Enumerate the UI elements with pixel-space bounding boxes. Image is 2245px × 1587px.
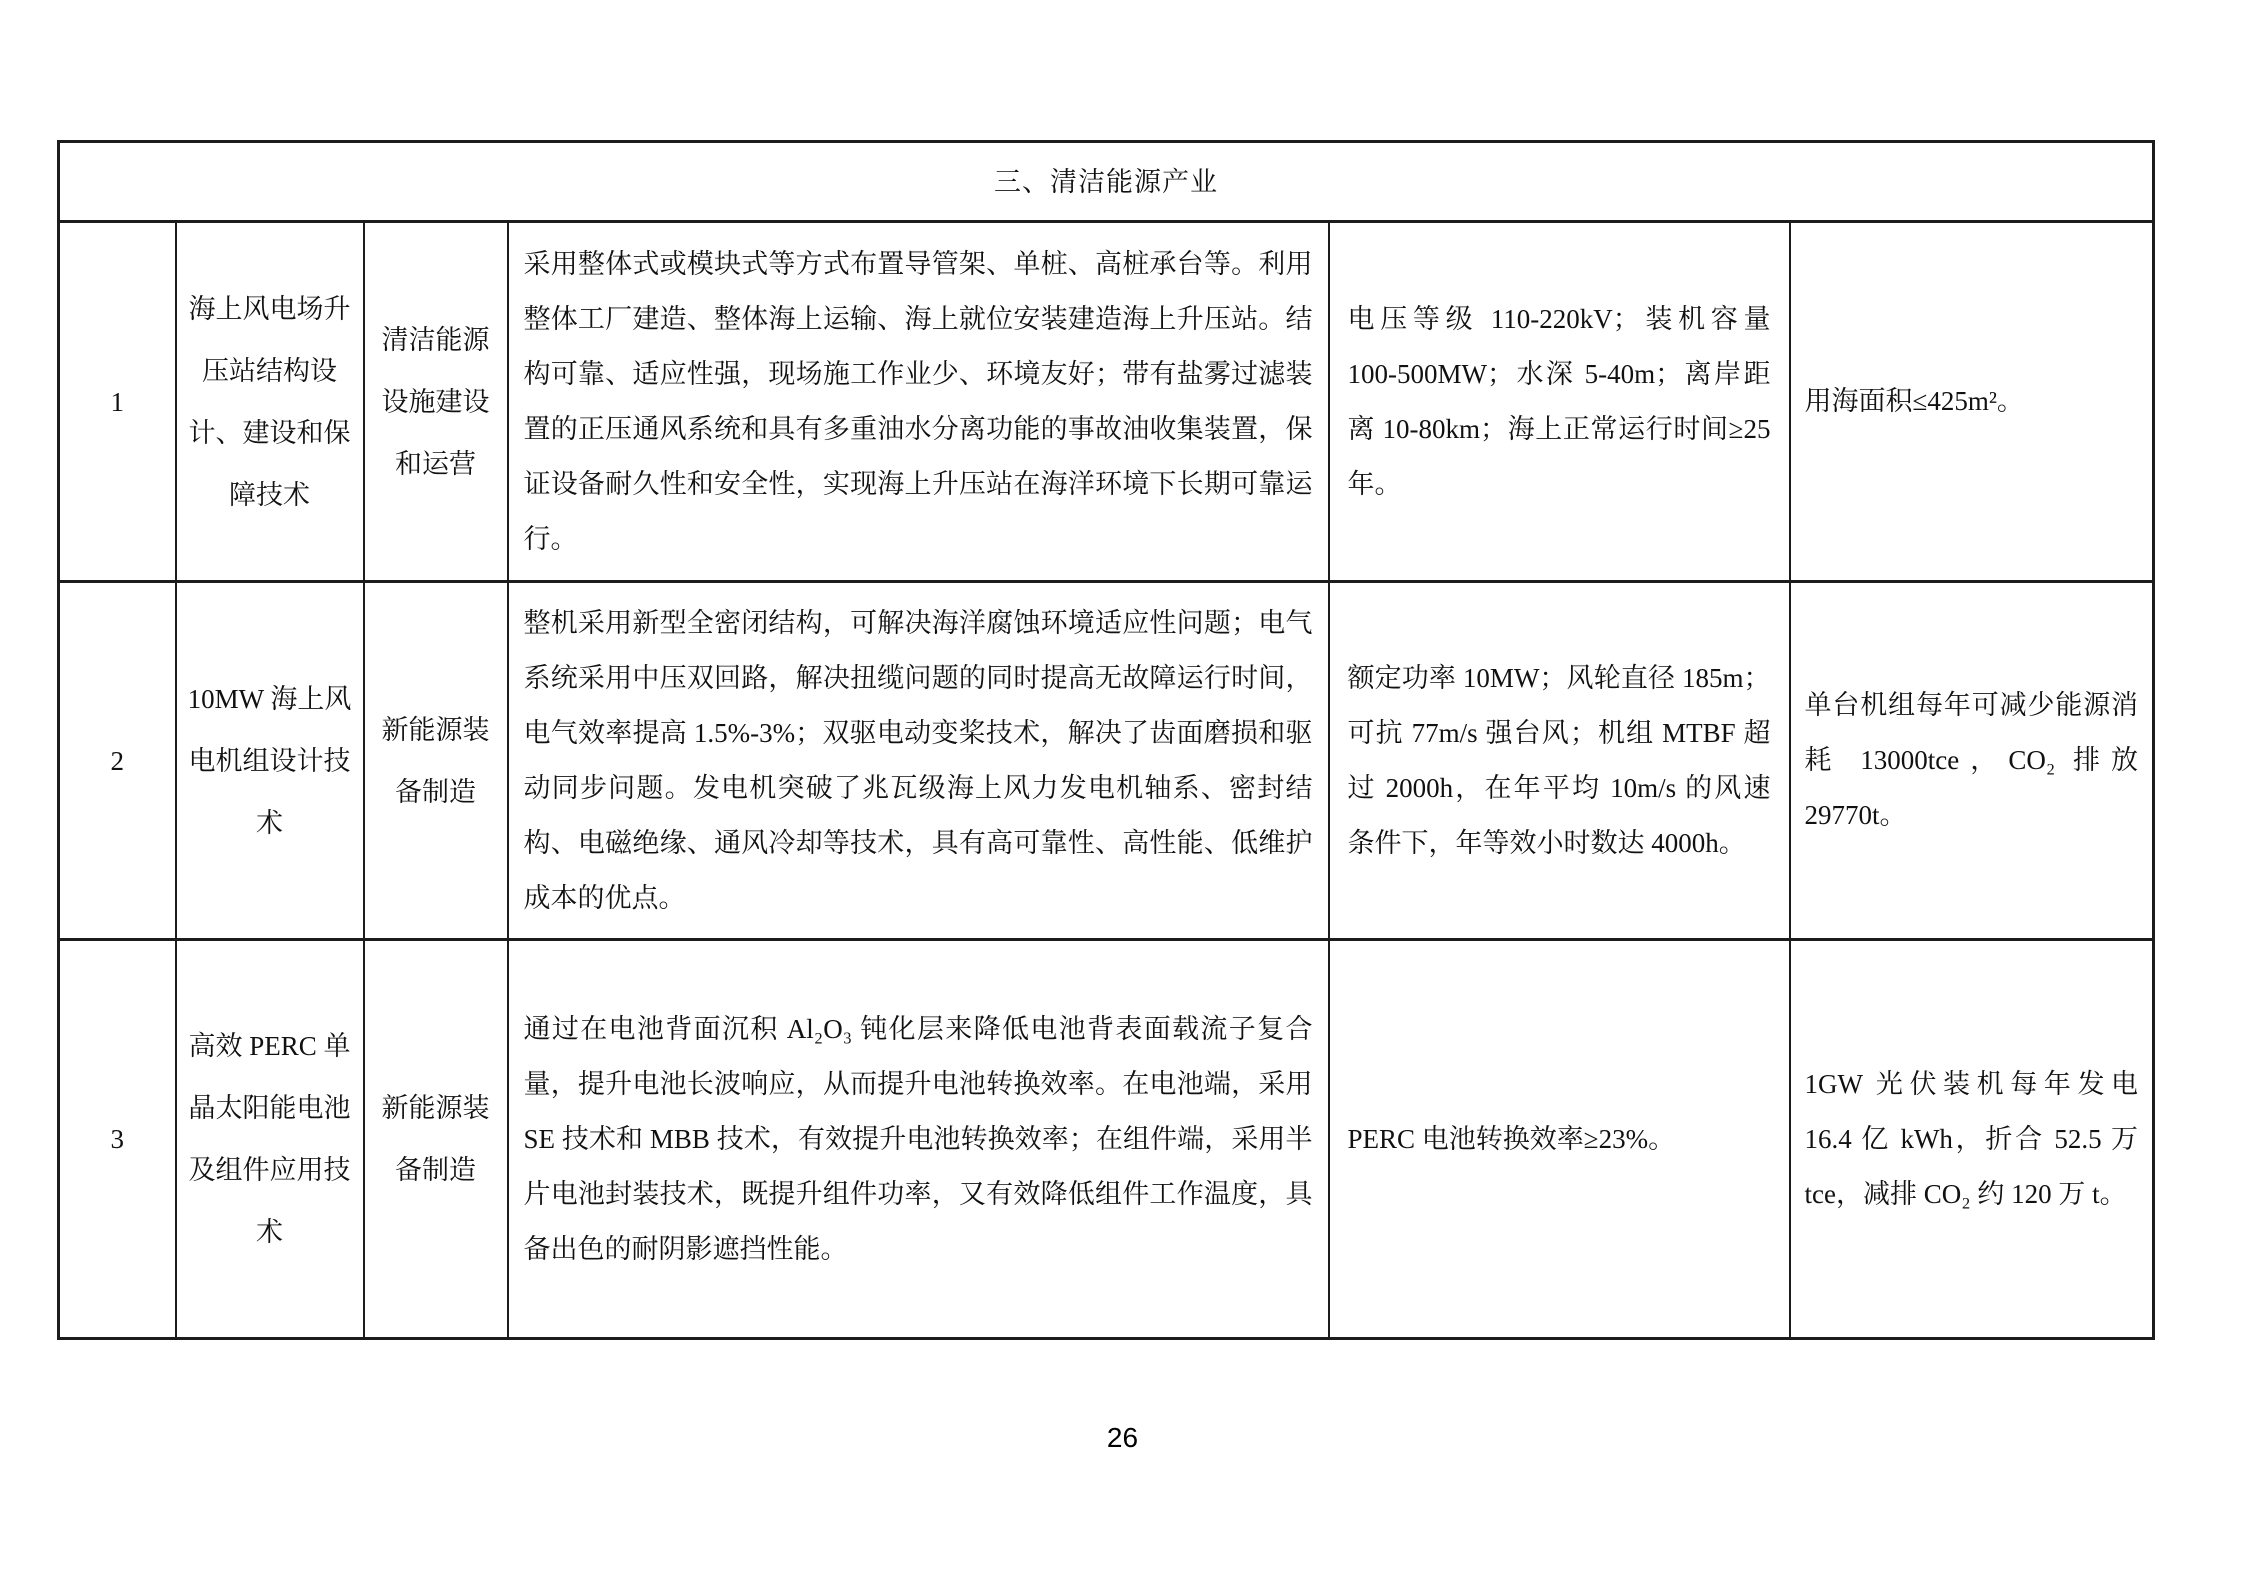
technology-description-cell: 通过在电池背面沉积 Al₂O₃ 钝化层来降低电池背表面载流子复合量，提升电池长波响应，从而提升电池转换效率。在电池端，采用 SE 技术和 MBB 技术，有效提升电池转换效率；在组件端，采用半片电池封装技术，既提升组件功率，又有效降低组件工作温度，具备出色的耐阴影遮挡性能。 — [508, 940, 1329, 1339]
row-index-cell: 1 — [59, 222, 176, 582]
technology-name-cell: 10MW 海上风电机组设计技术 — [176, 582, 364, 940]
benefit-cell: 1GW 光伏装机每年发电 16.4 亿 kWh，折合 52.5 万 tce，减排 CO₂ 约 120 万 t。 — [1790, 940, 2154, 1339]
clean-energy-industry-table — [57, 140, 2155, 1340]
table-row — [59, 582, 2154, 940]
section-header-row — [59, 142, 2154, 222]
technology-name-cell: 高效 PERC 单晶太阳能电池及组件应用技术 — [176, 940, 364, 1339]
technology-name-cell: 海上风电场升压站结构设计、建设和保障技术 — [176, 222, 364, 582]
industry-category-cell: 新能源装备制造 — [364, 582, 508, 940]
row-index-cell: 2 — [59, 582, 176, 940]
technical-indicators-cell: PERC 电池转换效率≥23%。 — [1329, 940, 1790, 1339]
row-index-cell: 3 — [59, 940, 176, 1339]
benefit-cell: 单台机组每年可减少能源消耗 13000tce，CO₂ 排放 29770t。 — [1790, 582, 2154, 940]
page-number: 26 — [1106, 1422, 1139, 1453]
technology-description-cell: 采用整体式或模块式等方式布置导管架、单桩、高桩承台等。利用整体工厂建造、整体海上运输、海上就位安装建造海上升压站。结构可靠、适应性强，现场施工作业少、环境友好；带有盐雾过滤装置的正压通风系统和具有多重油水分离功能的事故油收集装置，保证设备耐久性和安全性，实现海上升压站在海洋环境下长期可靠运行。 — [508, 222, 1329, 582]
table-row — [59, 940, 2154, 1339]
industry-category-cell: 新能源装备制造 — [364, 940, 508, 1339]
technical-indicators-cell: 电压等级 110-220kV；装机容量 100-500MW；水深 5-40m；离岸距离 10-80km；海上正常运行时间≥25年。 — [1329, 222, 1790, 582]
benefit-cell: 用海面积≤425m²。 — [1790, 222, 2154, 582]
industry-category-cell: 清洁能源设施建设和运营 — [364, 222, 508, 582]
table-row — [59, 222, 2154, 582]
technical-indicators-cell: 额定功率 10MW；风轮直径 185m；可抗 77m/s 强台风；机组 MTBF 超过 2000h，在年平均 10m/s 的风速条件下，年等效小时数达 4000h。 — [1329, 582, 1790, 940]
section-title: 三、清洁能源产业 — [59, 142, 2154, 222]
technology-description-cell: 整机采用新型全密闭结构，可解决海洋腐蚀环境适应性问题；电气系统采用中压双回路，解决扭缆问题的同时提高无故障运行时间，电气效率提高 1.5%-3%；双驱电动变桨技术，解决了齿面磨损和驱动同步问题。发电机突破了兆瓦级海上风力发电机轴系、密封结构、电磁绝缘、通风冷却等技术，具有高可靠性、高性能、低维护成本的优点。 — [508, 582, 1329, 940]
